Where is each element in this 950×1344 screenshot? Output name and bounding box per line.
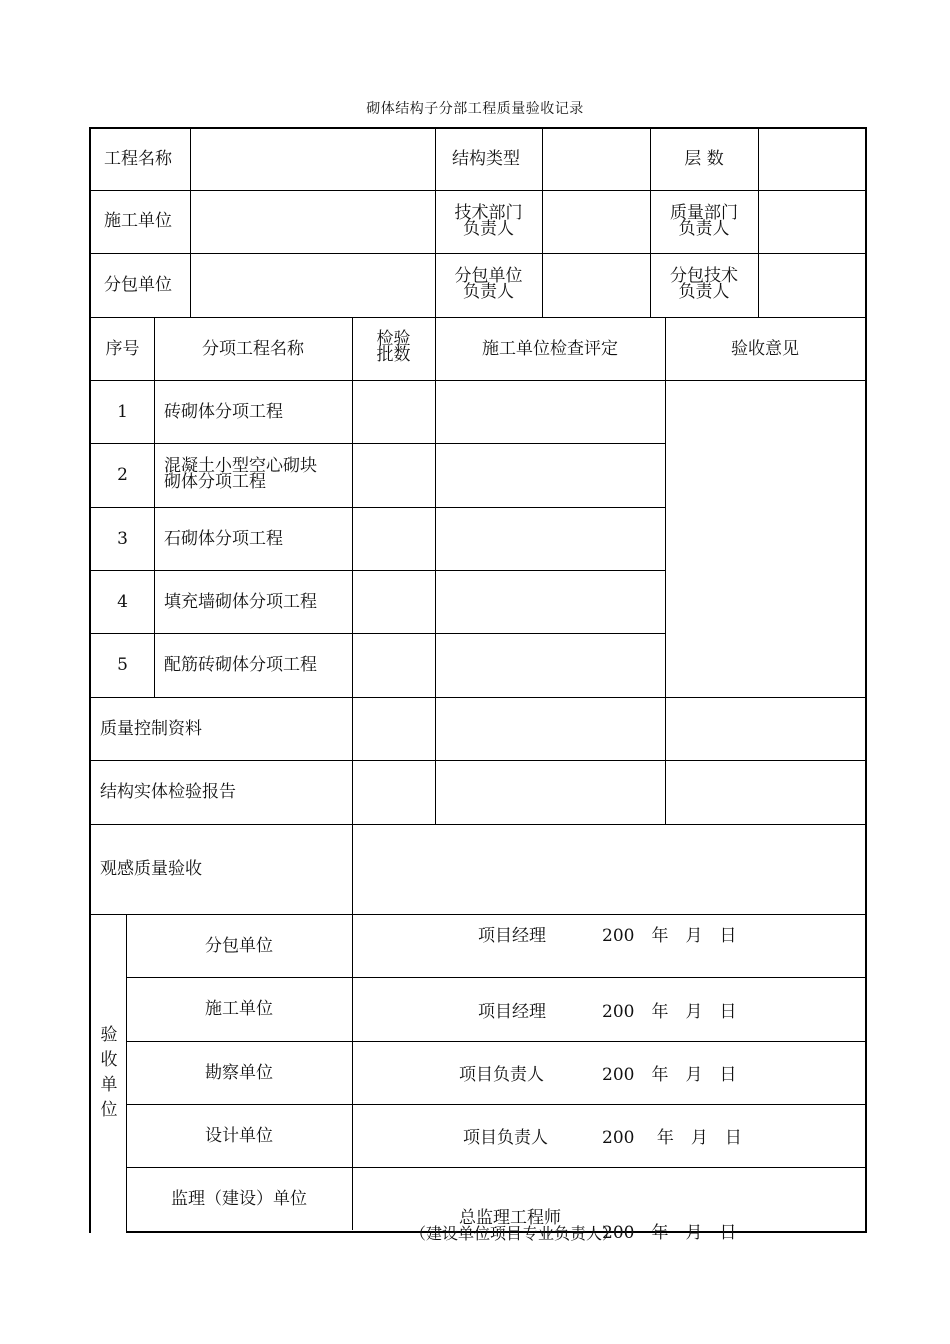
signatory-role: 项目负责人 <box>463 1128 548 1148</box>
item-name: 砖砌体分项工程 <box>164 402 283 422</box>
appearance-label: 观感质量验收 <box>100 859 202 879</box>
row-divider <box>91 507 665 508</box>
sign-date: 200 年 月 日 <box>602 1002 737 1022</box>
acceptance-unit-name: 施工单位 <box>205 999 273 1019</box>
project-name-label: 工程名称 <box>104 149 172 169</box>
sub-unit-head-label: 分包单位 负责人 <box>454 266 523 302</box>
row-divider <box>91 697 865 698</box>
row-divider <box>126 1041 865 1042</box>
row-divider <box>91 570 665 571</box>
sub-tech-head-label: 分包技术 负责人 <box>670 266 738 302</box>
structure-type-label: 结构类型 <box>452 149 520 169</box>
row-number: 3 <box>117 529 128 549</box>
item-name: 混凝土小型空心砌块 砌体分项工程 <box>164 456 317 492</box>
row-number: 1 <box>117 402 128 422</box>
sign-date: 200 年 月 日 <box>602 1223 737 1243</box>
acceptance-units-label: 验 收 单 位 <box>100 1025 118 1120</box>
col-seq-header: 序号 <box>105 339 140 359</box>
row-number: 4 <box>117 592 128 612</box>
item-name: 配筋砖砌体分项工程 <box>164 655 317 675</box>
row-divider <box>91 760 865 761</box>
sign-date: 200 年 月 日 <box>602 1065 737 1085</box>
row-divider <box>91 380 865 381</box>
col-self-check-header: 施工单位检查评定 <box>482 339 618 359</box>
page-title: 砌体结构子分部工程质量验收记录 <box>366 101 584 117</box>
construction-unit-label: 施工单位 <box>104 211 172 231</box>
col-batch-header: 检验 批数 <box>376 329 411 365</box>
signatory-role: 总监理工程师 <box>459 1208 561 1228</box>
acceptance-unit-name: 设计单位 <box>205 1126 273 1146</box>
signatory-role: 项目负责人 <box>459 1065 544 1085</box>
row-divider <box>126 977 865 978</box>
row-divider <box>91 914 865 915</box>
row-number: 2 <box>117 465 128 485</box>
row-divider <box>91 824 865 825</box>
subcontract-unit-label: 分包单位 <box>104 275 172 295</box>
sign-date: 200 年 月 日 <box>602 926 737 946</box>
col-divider <box>352 317 353 1230</box>
col-divider <box>435 317 436 824</box>
row-divider <box>91 253 865 254</box>
row-divider <box>91 190 865 191</box>
acceptance-unit-name: 监理（建设）单位 <box>171 1189 307 1209</box>
floors-label: 层 数 <box>684 149 724 169</box>
item-name: 填充墙砌体分项工程 <box>164 592 317 612</box>
acceptance-unit-name: 分包单位 <box>205 936 273 956</box>
quality-docs-label: 质量控制资料 <box>100 719 202 739</box>
row-divider <box>91 443 665 444</box>
sign-date: 200 年 月 日 <box>602 1128 742 1148</box>
col-divider <box>542 129 543 317</box>
col-divider <box>665 317 666 824</box>
entity-report-label: 结构实体检验报告 <box>100 782 236 802</box>
signatory-role-note: （建设单位项目专业负责人） <box>410 1224 619 1243</box>
col-opinion-header: 验收意见 <box>731 339 799 359</box>
row-number: 5 <box>117 655 128 675</box>
tech-dept-head-label: 技术部门 负责人 <box>454 203 523 239</box>
row-divider <box>91 317 865 318</box>
acceptance-unit-name: 勘察单位 <box>205 1063 273 1083</box>
signatory-role: 项目经理 <box>478 926 546 946</box>
quality-dept-head-label: 质量部门 负责人 <box>670 203 738 239</box>
row-divider <box>126 1104 865 1105</box>
col-divider <box>190 129 191 317</box>
col-divider <box>154 317 155 697</box>
item-name: 石砌体分项工程 <box>164 529 283 549</box>
supervisor-sign-area <box>350 1168 865 1243</box>
row-divider <box>91 633 665 634</box>
col-divider <box>758 129 759 317</box>
signatory-role: 项目经理 <box>478 1002 546 1022</box>
col-item-name-header: 分项工程名称 <box>202 339 304 359</box>
